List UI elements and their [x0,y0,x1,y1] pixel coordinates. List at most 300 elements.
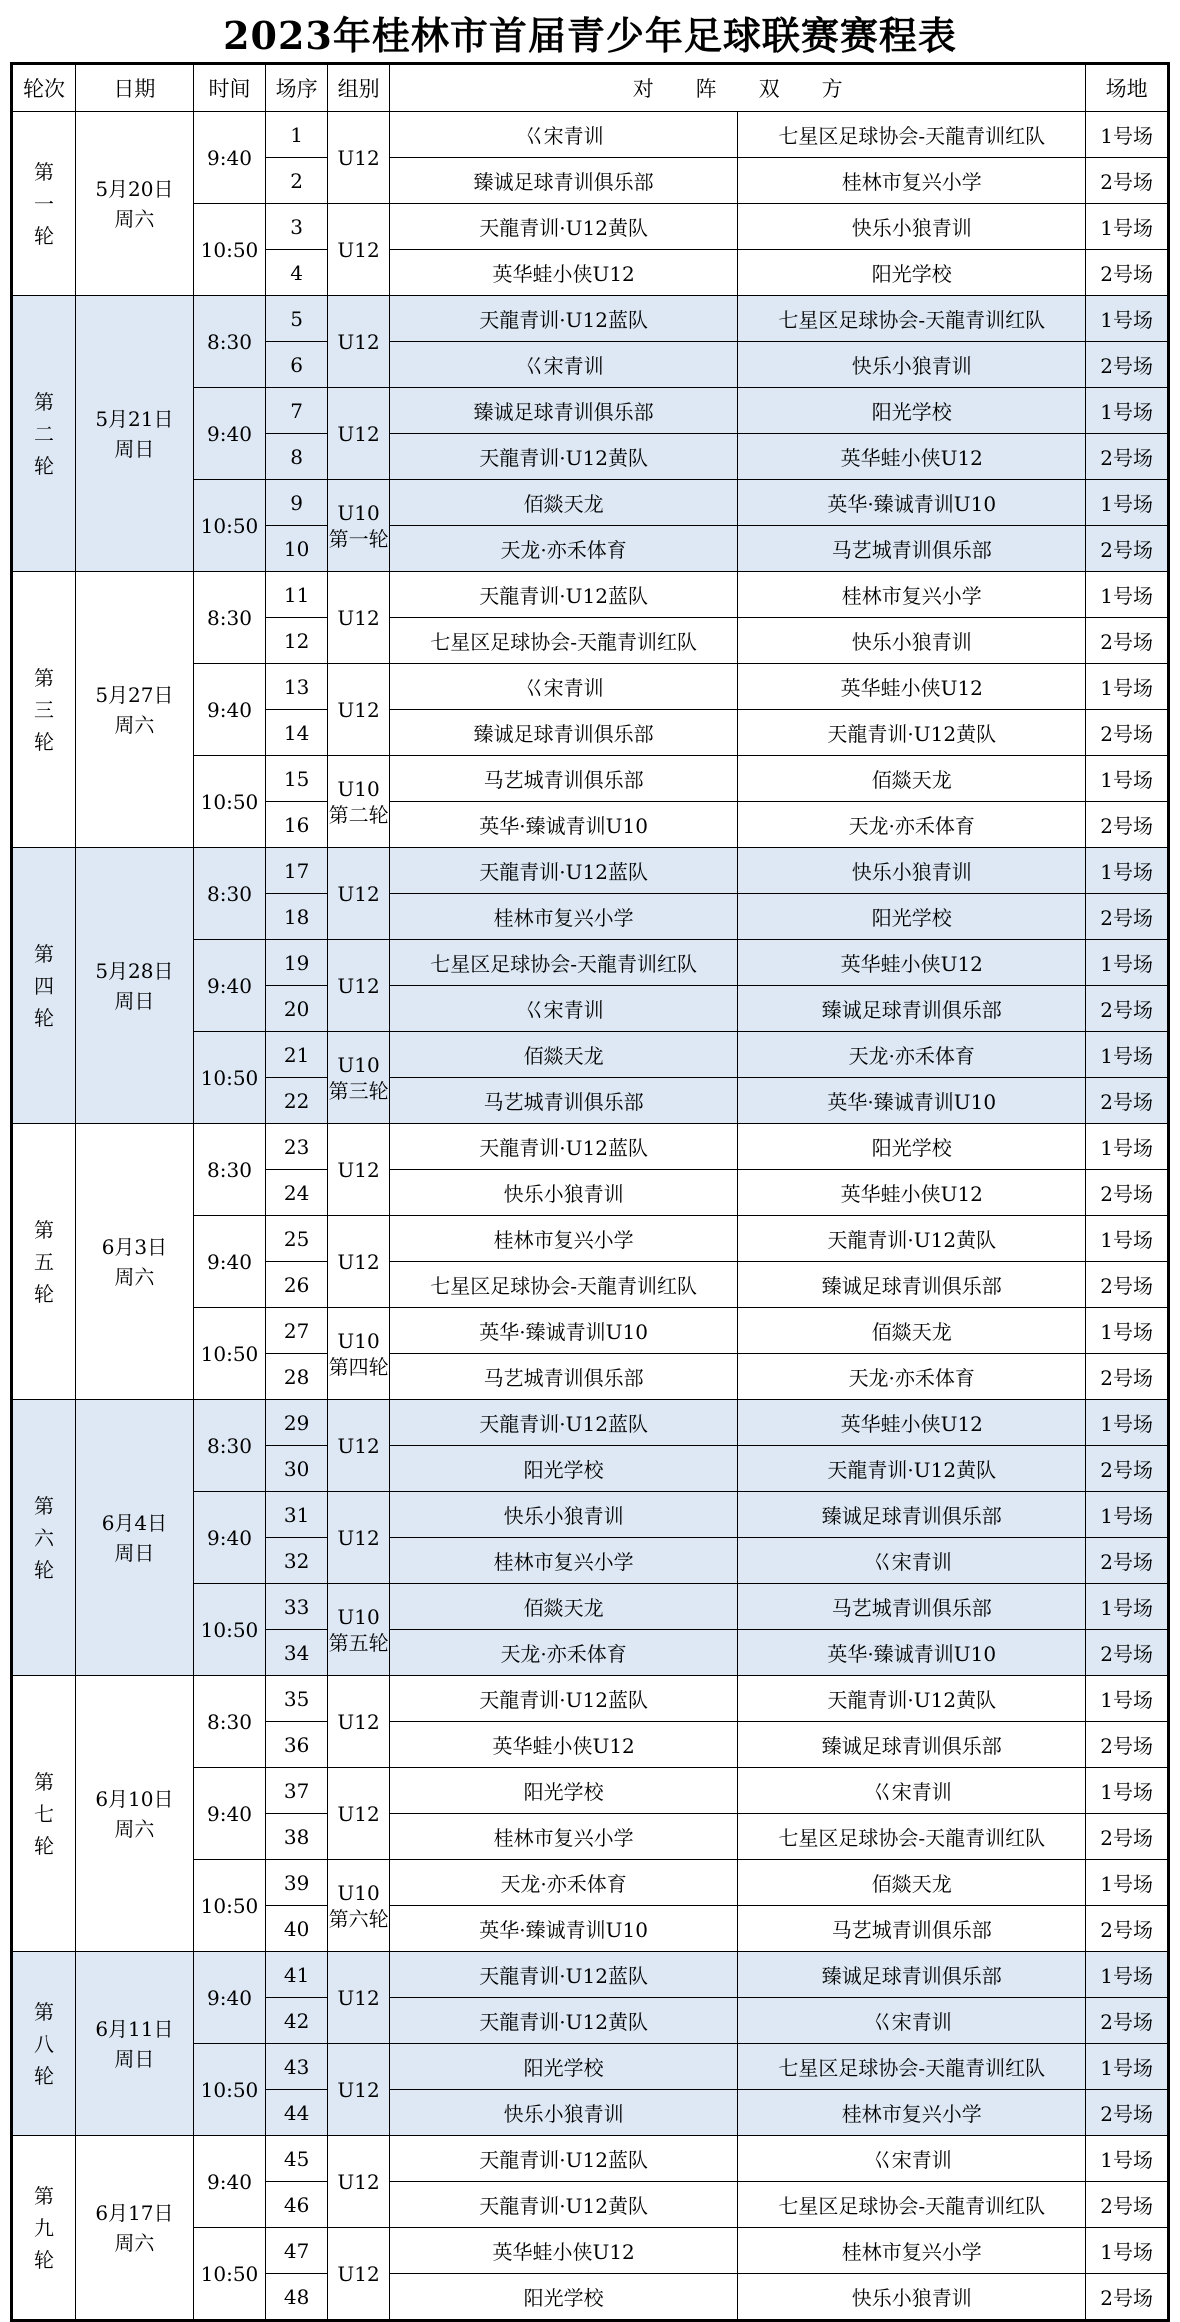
away-team-cell: 七星区足球协会-天龍青训红队 [738,2182,1086,2228]
date-cell [76,1400,194,1676]
home-team-cell: 七星区足球协会-天龍青训红队 [390,1262,738,1308]
seq-cell: 16 [266,802,328,848]
match-row [12,296,1169,342]
home-team-cell: 英华·臻诚青训U10 [390,1308,738,1354]
venue-cell: 1号场 [1086,572,1169,618]
group-label: U12 [337,145,380,170]
seq-cell: 25 [266,1216,328,1262]
away-team-cell: 天龍青训·U12黄队 [738,710,1086,756]
away-team-cell: 马艺城青训俱乐部 [738,1584,1086,1630]
seq-cell: 18 [266,894,328,940]
seq-cell: 10 [266,526,328,572]
group-cell [328,1952,390,2044]
schedule-sheet [10,10,1170,2310]
home-team-cell: 快乐小狼青训 [390,2090,738,2136]
away-team-cell: 英华蛙小侠U12 [738,434,1086,480]
schedule-body [12,112,1169,2321]
away-team-cell: 天龙·亦禾体育 [738,1032,1086,1078]
venue-cell: 1号场 [1086,2044,1169,2090]
group-label: U10 [337,776,380,801]
date-label: 5月21日 [95,406,174,431]
group-subround-label: 第五轮 [328,1630,389,1655]
time-cell: 9:40 [193,664,265,756]
date-label: 5月27日 [95,682,174,707]
home-team-cell: 桂林市复兴小学 [390,1216,738,1262]
group-cell [328,1492,390,1584]
home-team-cell: 天龍青训·U12黄队 [390,2182,738,2228]
time-cell: 9:40 [193,1768,265,1860]
seq-cell: 41 [266,1952,328,1998]
match-row [12,1952,1169,1998]
round-cell [12,2136,76,2321]
home-team-cell: 阳光学校 [390,2274,738,2321]
away-team-cell: 臻诚足球青训俱乐部 [738,1952,1086,1998]
seq-cell: 29 [266,1400,328,1446]
seq-cell: 31 [266,1492,328,1538]
group-cell [328,664,390,756]
round-cell [12,1400,76,1676]
match-row [12,112,1169,158]
away-team-cell: 天龙·亦禾体育 [738,1354,1086,1400]
header-row [12,64,1169,112]
seq-cell: 20 [266,986,328,1032]
time-cell: 9:40 [193,1492,265,1584]
away-team-cell: 快乐小狼青训 [738,848,1086,894]
venue-cell: 1号场 [1086,664,1169,710]
venue-cell: 2号场 [1086,342,1169,388]
seq-cell: 3 [266,204,328,250]
time-cell: 10:50 [193,1860,265,1952]
venue-cell: 2号场 [1086,894,1169,940]
round-label: 第三轮 [34,665,55,754]
away-team-cell: 英华·臻诚青训U10 [738,480,1086,526]
seq-cell: 46 [266,2182,328,2228]
home-team-cell: 天龍青训·U12蓝队 [390,2136,738,2182]
away-team-cell: 七星区足球协会-天龍青训红队 [738,2044,1086,2090]
home-team-cell: 桂林市复兴小学 [390,1814,738,1860]
home-team-cell: 桂林市复兴小学 [390,1538,738,1584]
home-team-cell: 天龙·亦禾体育 [390,526,738,572]
seq-cell: 21 [266,1032,328,1078]
round-label: 第七轮 [34,1769,55,1858]
venue-cell: 2号场 [1086,986,1169,1032]
venue-cell: 2号场 [1086,158,1169,204]
group-label: U12 [337,2169,380,2194]
venue-cell: 1号场 [1086,1032,1169,1078]
away-team-cell: 臻诚足球青训俱乐部 [738,1262,1086,1308]
group-cell [328,1860,390,1952]
away-team-cell: 佰燚天龙 [738,1308,1086,1354]
group-cell [328,572,390,664]
group-cell [328,1216,390,1308]
weekday-label: 周六 [114,2230,155,2255]
group-label: U12 [337,881,380,906]
seq-cell: 40 [266,1906,328,1952]
weekday-label: 周日 [114,436,155,461]
away-team-cell: 快乐小狼青训 [738,618,1086,664]
group-cell [328,1032,390,1124]
home-team-cell: 桂林市复兴小学 [390,894,738,940]
match-row [12,1124,1169,1170]
date-label: 5月20日 [95,176,174,201]
group-subround-label: 第一轮 [328,526,389,551]
seq-cell: 30 [266,1446,328,1492]
round-label: 第五轮 [34,1217,55,1306]
seq-cell: 23 [266,1124,328,1170]
home-team-cell: 快乐小狼青训 [390,1170,738,1216]
seq-cell: 13 [266,664,328,710]
away-team-cell: 阳光学校 [738,388,1086,434]
time-cell: 10:50 [193,2228,265,2321]
home-team-cell: 英华蛙小侠U12 [390,2228,738,2274]
home-team-cell: 天龙·亦禾体育 [390,1860,738,1906]
group-label: U12 [337,1433,380,1458]
away-team-cell: 英华蛙小侠U12 [738,1170,1086,1216]
seq-cell: 19 [266,940,328,986]
group-cell [328,296,390,388]
round-label: 第二轮 [34,389,55,478]
group-subround-label: 第六轮 [328,1906,389,1931]
venue-cell: 1号场 [1086,1676,1169,1722]
time-cell: 10:50 [193,204,265,296]
seq-cell: 1 [266,112,328,158]
away-team-cell: 佰燚天龙 [738,1860,1086,1906]
group-label: U12 [337,1249,380,1274]
home-team-cell: 英华蛙小侠U12 [390,1722,738,1768]
group-label: U12 [337,421,380,446]
away-team-cell: 桂林市复兴小学 [738,158,1086,204]
schedule-table [10,62,1170,2322]
away-team-cell: 英华蛙小侠U12 [738,1400,1086,1446]
round-cell [12,1676,76,1952]
seq-cell: 2 [266,158,328,204]
home-team-cell: 天龙·亦禾体育 [390,1630,738,1676]
home-team-cell: 阳光学校 [390,2044,738,2090]
home-team-cell: 天龍青训·U12蓝队 [390,296,738,342]
group-cell [328,204,390,296]
venue-cell: 1号场 [1086,296,1169,342]
group-label: U12 [337,1709,380,1734]
group-cell [328,2044,390,2136]
seq-cell: 27 [266,1308,328,1354]
venue-cell: 1号场 [1086,388,1169,434]
seq-cell: 44 [266,2090,328,2136]
group-label: U12 [337,1985,380,2010]
venue-cell: 1号场 [1086,1768,1169,1814]
away-team-cell: 英华·臻诚青训U10 [738,1630,1086,1676]
away-team-cell: 七星区足球协会-天龍青训红队 [738,1814,1086,1860]
home-team-cell: 马艺城青训俱乐部 [390,1354,738,1400]
seq-cell: 48 [266,2274,328,2321]
away-team-cell: 快乐小狼青训 [738,2274,1086,2321]
time-cell: 10:50 [193,1308,265,1400]
venue-cell: 2号场 [1086,1538,1169,1584]
seq-cell: 8 [266,434,328,480]
away-team-cell: 臻诚足球青训俱乐部 [738,986,1086,1032]
venue-cell: 2号场 [1086,250,1169,296]
venue-cell: 1号场 [1086,2136,1169,2182]
group-cell [328,1584,390,1676]
header-group: 组别 [328,64,390,112]
away-team-cell: 臻诚足球青训俱乐部 [738,1722,1086,1768]
away-team-cell: 巜宋青训 [738,1768,1086,1814]
round-cell [12,112,76,296]
header-matchup: 对 阵 双 方 [390,64,1086,112]
date-label: 5月28日 [95,958,174,983]
date-cell [76,112,194,296]
home-team-cell: 臻诚足球青训俱乐部 [390,388,738,434]
home-team-cell: 马艺城青训俱乐部 [390,1078,738,1124]
venue-cell: 2号场 [1086,1814,1169,1860]
time-cell: 8:30 [193,572,265,664]
round-cell [12,296,76,572]
away-team-cell: 阳光学校 [738,250,1086,296]
round-cell [12,1952,76,2136]
seq-cell: 34 [266,1630,328,1676]
away-team-cell: 天龍青训·U12黄队 [738,1676,1086,1722]
page-title: 2023年桂林市首届青少年足球联赛赛程表 [223,13,957,58]
weekday-label: 周日 [114,988,155,1013]
date-cell [76,1676,194,1952]
round-label: 第六轮 [34,1493,55,1582]
home-team-cell: 英华蛙小侠U12 [390,250,738,296]
time-cell: 8:30 [193,848,265,940]
home-team-cell: 巜宋青训 [390,112,738,158]
date-cell [76,1124,194,1400]
venue-cell: 2号场 [1086,1078,1169,1124]
home-team-cell: 英华·臻诚青训U10 [390,802,738,848]
venue-cell: 2号场 [1086,1630,1169,1676]
group-label: U10 [337,500,380,525]
venue-cell: 1号场 [1086,848,1169,894]
venue-cell: 1号场 [1086,756,1169,802]
round-cell [12,848,76,1124]
time-cell: 9:40 [193,940,265,1032]
home-team-cell: 天龍青训·U12蓝队 [390,572,738,618]
time-cell: 10:50 [193,756,265,848]
seq-cell: 45 [266,2136,328,2182]
weekday-label: 周六 [114,206,155,231]
seq-cell: 47 [266,2228,328,2274]
away-team-cell: 桂林市复兴小学 [738,572,1086,618]
seq-cell: 17 [266,848,328,894]
weekday-label: 周六 [114,1264,155,1289]
group-label: U10 [337,1328,380,1353]
time-cell: 8:30 [193,1676,265,1768]
group-label: U12 [337,2261,380,2286]
round-cell [12,572,76,848]
time-cell: 8:30 [193,296,265,388]
venue-cell: 2号场 [1086,1998,1169,2044]
home-team-cell: 英华·臻诚青训U10 [390,1906,738,1952]
home-team-cell: 天龍青训·U12黄队 [390,1998,738,2044]
time-cell: 10:50 [193,2044,265,2136]
home-team-cell: 佰燚天龙 [390,1584,738,1630]
header-time: 时间 [193,64,265,112]
group-label: U12 [337,1801,380,1826]
group-cell [328,2136,390,2228]
venue-cell: 1号场 [1086,940,1169,986]
date-cell [76,1952,194,2136]
date-cell [76,572,194,848]
away-team-cell: 桂林市复兴小学 [738,2090,1086,2136]
time-cell: 9:40 [193,1952,265,2044]
home-team-cell: 天龍青训·U12蓝队 [390,1124,738,1170]
venue-cell: 1号场 [1086,1124,1169,1170]
time-cell: 10:50 [193,1032,265,1124]
away-team-cell: 天龍青训·U12黄队 [738,1216,1086,1262]
match-row [12,1676,1169,1722]
group-label: U10 [337,1604,380,1629]
away-team-cell: 天龍青训·U12黄队 [738,1446,1086,1492]
home-team-cell: 七星区足球协会-天龍青训红队 [390,940,738,986]
group-label: U12 [337,1157,380,1182]
date-label: 6月4日 [101,1510,168,1535]
home-team-cell: 天龍青训·U12蓝队 [390,1952,738,1998]
group-cell [328,112,390,204]
away-team-cell: 佰燚天龙 [738,756,1086,802]
away-team-cell: 快乐小狼青训 [738,204,1086,250]
weekday-label: 周日 [114,1540,155,1565]
home-team-cell: 臻诚足球青训俱乐部 [390,710,738,756]
home-team-cell: 巜宋青训 [390,986,738,1032]
seq-cell: 6 [266,342,328,388]
home-team-cell: 巜宋青训 [390,342,738,388]
group-cell [328,1768,390,1860]
seq-cell: 35 [266,1676,328,1722]
round-label: 第八轮 [34,1999,55,2088]
venue-cell: 1号场 [1086,112,1169,158]
group-label: U12 [337,973,380,998]
home-team-cell: 巜宋青训 [390,664,738,710]
venue-cell: 1号场 [1086,480,1169,526]
group-label: U12 [337,329,380,354]
date-cell [76,296,194,572]
time-cell: 9:40 [193,2136,265,2228]
match-row [12,2136,1169,2182]
venue-cell: 2号场 [1086,2182,1169,2228]
away-team-cell: 英华·臻诚青训U10 [738,1078,1086,1124]
home-team-cell: 天龍青训·U12黄队 [390,434,738,480]
away-team-cell: 巜宋青训 [738,1998,1086,2044]
venue-cell: 1号场 [1086,1584,1169,1630]
away-team-cell: 阳光学校 [738,894,1086,940]
seq-cell: 28 [266,1354,328,1400]
venue-cell: 2号场 [1086,1262,1169,1308]
away-team-cell: 马艺城青训俱乐部 [738,526,1086,572]
match-row [12,1400,1169,1446]
seq-cell: 9 [266,480,328,526]
group-cell [328,848,390,940]
header-date: 日期 [76,64,194,112]
home-team-cell: 快乐小狼青训 [390,1492,738,1538]
seq-cell: 33 [266,1584,328,1630]
match-row [12,848,1169,894]
home-team-cell: 马艺城青训俱乐部 [390,756,738,802]
header-round: 轮次 [12,64,76,112]
match-row [12,572,1169,618]
group-cell [328,1400,390,1492]
seq-cell: 12 [266,618,328,664]
weekday-label: 周六 [114,1816,155,1841]
seq-cell: 15 [266,756,328,802]
group-cell [328,480,390,572]
away-team-cell: 阳光学校 [738,1124,1086,1170]
time-cell: 8:30 [193,1124,265,1216]
seq-cell: 11 [266,572,328,618]
away-team-cell: 臻诚足球青训俱乐部 [738,1492,1086,1538]
seq-cell: 32 [266,1538,328,1584]
venue-cell: 1号场 [1086,1860,1169,1906]
home-team-cell: 天龍青训·U12蓝队 [390,848,738,894]
group-subround-label: 第二轮 [328,802,389,827]
group-cell [328,756,390,848]
away-team-cell: 马艺城青训俱乐部 [738,1906,1086,1952]
round-label: 第四轮 [34,941,55,1030]
venue-cell: 2号场 [1086,1354,1169,1400]
venue-cell: 2号场 [1086,802,1169,848]
venue-cell: 2号场 [1086,1906,1169,1952]
home-team-cell: 七星区足球协会-天龍青训红队 [390,618,738,664]
away-team-cell: 七星区足球协会-天龍青训红队 [738,112,1086,158]
away-team-cell: 天龙·亦禾体育 [738,802,1086,848]
group-label: U12 [337,1525,380,1550]
group-cell [328,1308,390,1400]
seq-cell: 14 [266,710,328,756]
venue-cell: 2号场 [1086,434,1169,480]
time-cell: 9:40 [193,112,265,204]
away-team-cell: 巜宋青训 [738,2136,1086,2182]
header-venue: 场地 [1086,64,1169,112]
round-label: 第九轮 [34,2183,55,2272]
away-team-cell: 桂林市复兴小学 [738,2228,1086,2274]
date-label: 6月3日 [101,1234,168,1259]
home-team-cell: 臻诚足球青训俱乐部 [390,158,738,204]
seq-cell: 42 [266,1998,328,2044]
date-cell [76,2136,194,2321]
group-cell [328,1124,390,1216]
home-team-cell: 阳光学校 [390,1768,738,1814]
group-cell [328,1676,390,1768]
venue-cell: 2号场 [1086,1446,1169,1492]
weekday-label: 周六 [114,712,155,737]
away-team-cell: 英华蛙小侠U12 [738,940,1086,986]
venue-cell: 2号场 [1086,618,1169,664]
round-cell [12,1124,76,1400]
group-label: U12 [337,605,380,630]
seq-cell: 24 [266,1170,328,1216]
home-team-cell: 阳光学校 [390,1446,738,1492]
home-team-cell: 天龍青训·U12黄队 [390,204,738,250]
group-subround-label: 第四轮 [328,1354,389,1379]
weekday-label: 周日 [114,2046,155,2071]
date-cell [76,848,194,1124]
group-label: U10 [337,1052,380,1077]
venue-cell: 2号场 [1086,526,1169,572]
venue-cell: 2号场 [1086,1170,1169,1216]
date-label: 6月10日 [95,1786,174,1811]
round-label: 第一轮 [34,159,55,248]
seq-cell: 38 [266,1814,328,1860]
seq-cell: 22 [266,1078,328,1124]
venue-cell: 1号场 [1086,1492,1169,1538]
seq-cell: 43 [266,2044,328,2090]
away-team-cell: 英华蛙小侠U12 [738,664,1086,710]
group-cell [328,388,390,480]
venue-cell: 2号场 [1086,2090,1169,2136]
venue-cell: 2号场 [1086,1722,1169,1768]
time-cell: 8:30 [193,1400,265,1492]
